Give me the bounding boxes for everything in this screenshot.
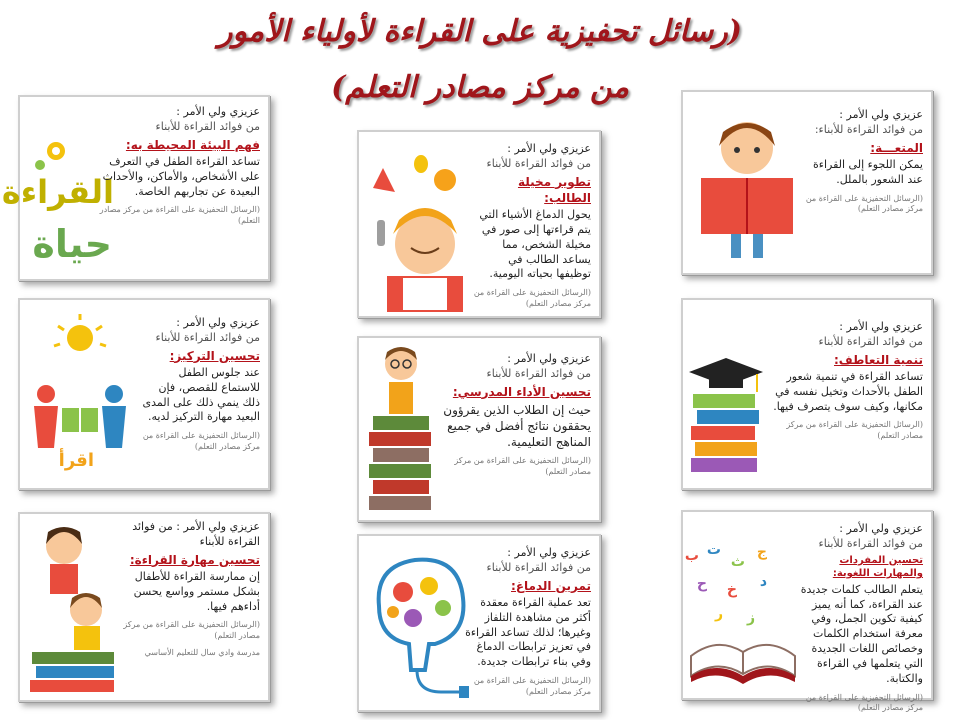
art-word-read: اقرأ: [58, 450, 94, 471]
card-greeting: عزيزي ولي الأمر :: [507, 546, 591, 559]
card-footer: (الرسائل التحفيزية على القراءة من مركز مصادر التعلم): [473, 676, 591, 696]
boy-reading-imagination-illustration: [363, 138, 475, 314]
card-subtitle: من فوائد القراءة للأبناء: [486, 560, 591, 574]
message-card-imagination: [357, 130, 601, 318]
card-greeting: عزيزي ولي الأمر :: [507, 352, 591, 365]
card-footer: (الرسائل التحفيزية على القراءة من مركز مصادر التعلم): [142, 431, 260, 452]
svg-text:ر: ر: [714, 606, 723, 622]
svg-text:د: د: [759, 574, 767, 590]
svg-text:ت: ت: [706, 542, 721, 558]
card-footer: (الرسائل التحفيزية على القراءة من مركز مصادر التعلم): [99, 205, 260, 226]
graduation-books-stack-illustration: [687, 356, 765, 476]
card-heading: فهم البيئة المحيطة به:: [125, 137, 260, 152]
svg-text:ز: ز: [746, 610, 755, 626]
svg-text:ح: ح: [696, 576, 707, 592]
message-card-vocabulary: [681, 510, 933, 713]
card-footer: (الرسائل التحفيزية على القراءة من مركز مصادر التعلم): [805, 692, 923, 713]
card-body: حيث إن الطلاب الذين يقرؤون يحققون نتائج أفضل في جميع المناهج التعليمية.: [443, 402, 591, 450]
message-card-environment: [1, 95, 270, 281]
card-footer: (الرسائل التحفيزية على القراءة من مركز مصادر التعلم): [805, 193, 923, 214]
message-card-enjoyment: [681, 90, 933, 275]
card-subtitle: من فوائد القراءة للأبناء: [155, 330, 260, 344]
card-heading: تحسين المفردات والمهارات اللغوية:: [832, 554, 923, 580]
card-greeting: عزيزي ولي الأمر :: [839, 522, 923, 535]
card-footer: (الرسائل التحفيزية على القراءة من مركز مصادر التعلم): [123, 620, 260, 641]
card-footer: (الرسائل التحفيزية على القراءة من مركز مصادر التعلم): [454, 456, 591, 477]
school-name: مدرسة وادي سال للتعليم الأساسي: [144, 648, 260, 657]
card-greeting: عزيزي ولي الأمر :: [839, 320, 923, 333]
svg-text:ب: ب: [684, 548, 699, 564]
card-footer: (الرسائل التحفيزية على القراءة من مركز مصادر التعلم): [473, 288, 591, 309]
card-heading: تحسين التركيز:: [169, 348, 260, 363]
card-subtitle: من فوائد القراءة للأبناء: [486, 156, 591, 170]
svg-text:ث: ث: [730, 554, 745, 570]
card-subtitle: من فوائد القراءة للأبناء: [818, 536, 923, 550]
card-subtitle: من فوائد القراءة للأبناء: [818, 334, 923, 348]
art-word-reading: القراءة: [1, 173, 114, 211]
page-subtitle: من مركز مصادر التعلم): [331, 70, 629, 105]
page-title: (رسائل تحفيزية على القراءة لأولياء الأمور: [218, 14, 742, 49]
message-card-brain-exercise: [357, 534, 601, 712]
card-subtitle: من فوائد القراءة للأبناء: [486, 366, 591, 380]
card-body: يمكن اللجوء إلى القراءة عند الشعور بالملل.: [813, 157, 923, 186]
message-card-focus: [18, 298, 270, 490]
svg-text:ج: ج: [756, 544, 767, 560]
card-greeting: عزيزي ولي الأمر :: [507, 142, 591, 155]
card-heading: المتعـــة:: [870, 140, 923, 155]
open-book-letters-illustration: [684, 536, 799, 692]
children-reading-sun-illustration: [24, 308, 136, 486]
card-heading: تحسين مهارة القراءة:: [129, 552, 260, 567]
card-greeting: عزيزي ولي الأمر :: [839, 108, 923, 121]
card-heading: تطوير مخيلة الطالب:: [517, 174, 591, 205]
student-on-books-illustration: [363, 342, 439, 518]
card-body: يتعلم الطالب كلمات جديدة عند القراءة، كما أنه يميز كيفية تكوين الجمل، وفي معرفة استخدام الكلمات وخصائص اللغات الجديدة التي يتعلمها في القراءة والكتابة.: [800, 582, 923, 685]
card-greeting: عزيزي ولي الأمر : من فوائد القراءة للأبناء: [132, 520, 260, 548]
card-body: عند جلوس الطفل للاستماع للقصص، فإن ذلك ينمي ذلك على المدى البعيد مهارة التركيز لديه.: [142, 365, 260, 424]
card-subtitle: من فوائد القراءة للأبناء:: [814, 122, 923, 136]
message-card-empathy: [681, 298, 933, 490]
card-heading: تمرين الدماغ:: [511, 578, 591, 593]
art-word-life: حياة: [32, 222, 112, 266]
message-card-school-performance: [357, 336, 601, 522]
card-body: تعد عملية القراءة معقدة أكثر من مشاهدة التلفاز وغيرها؛ لذلك تساعد القراءة في تعزيز ترابطات الدماغ وفي بناء ترابطات جديدة.: [465, 595, 591, 669]
card-greeting: عزيزي ولي الأمر :: [176, 316, 260, 329]
card-footer: (الرسائل التحفيزية على القراءة من مركز مصادر التعلم): [786, 420, 923, 441]
card-heading: تحسين الأداء المدرسي:: [452, 384, 591, 399]
kids-sitting-on-books-illustration: [24, 518, 122, 698]
card-subtitle: من فوائد القراءة للأبناء: [155, 119, 260, 133]
svg-text:خ: خ: [726, 582, 737, 598]
card-greeting: عزيزي ولي الأمر :: [176, 105, 260, 118]
card-body: تساعد القراءة الطفل في التعرف على الأشخاص، والأماكن، والأحداث البعيدة عن تجاربهم الخاصة.: [102, 154, 260, 198]
boy-reading-book-illustration: [691, 106, 803, 268]
card-body: إن ممارسة القراءة للأطفال بشكل مستمر وواسع يحسن أداءهم فيها.: [133, 569, 260, 613]
card-body: يحول الدماغ الأشياء التي يتم قراءتها إلى صور في مخيلة الشخص، مما يساعد الطالب في توظيفها بحياته اليومية.: [479, 208, 591, 281]
card-heading: تنمية التعاطف:: [834, 352, 923, 367]
message-card-reading-skill: [18, 512, 270, 702]
card-body: تساعد القراءة في تنمية شعور الطفل بالأحداث وتخيل نفسه في مكانها، وكيف سوف يتصرف فيها.: [773, 369, 923, 413]
brain-gears-illustration: [365, 546, 473, 702]
